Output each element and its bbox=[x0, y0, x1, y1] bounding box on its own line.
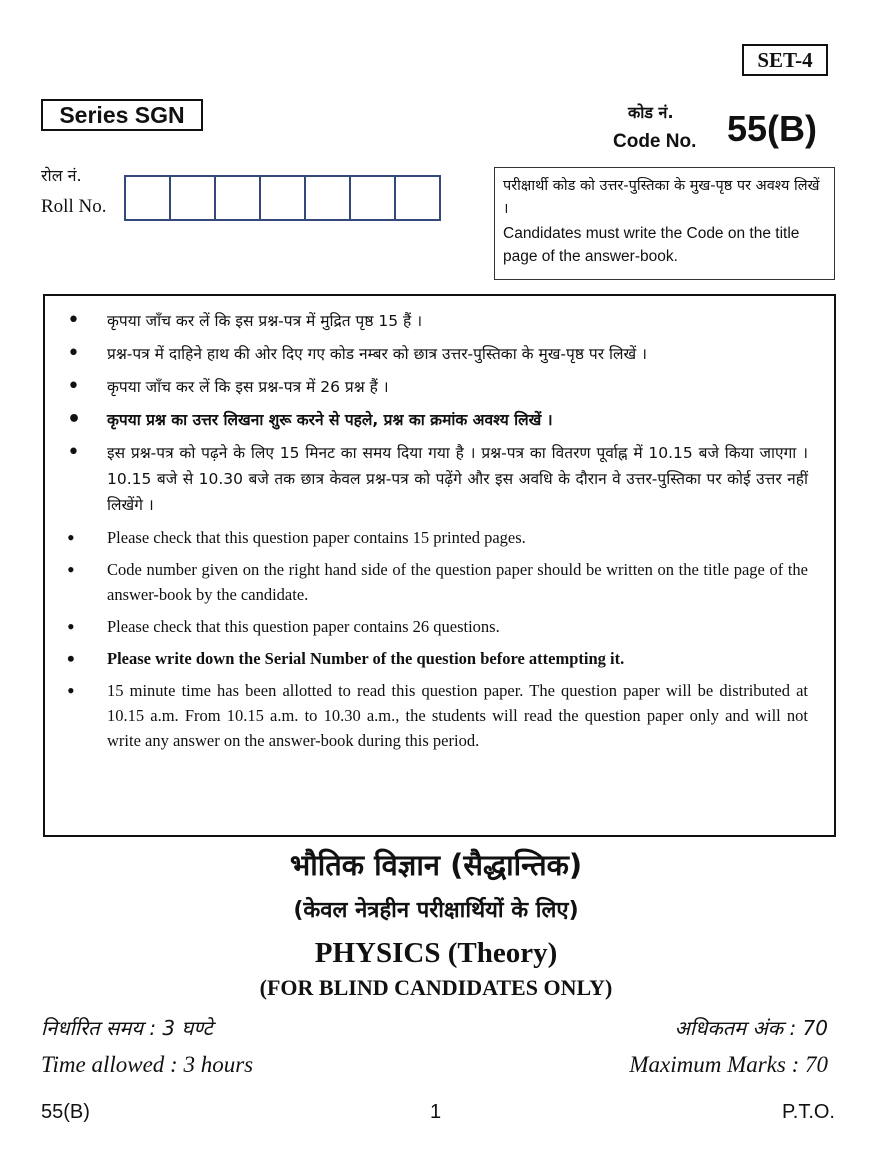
instructions-box bbox=[43, 294, 836, 837]
code-value: 55(B) bbox=[727, 108, 818, 149]
maximum-marks-hindi: अधिकतम अंक : 70 bbox=[674, 1016, 828, 1040]
instruction-item: • Code number given on the right hand side of the question paper should be written on the title page of the answer-book by the candidate. bbox=[67, 557, 808, 607]
instructions-list bbox=[67, 308, 808, 753]
subject-title-hindi: भौतिक विज्ञान (सैद्धान्तिक) bbox=[289, 848, 583, 882]
please-turn-over: P.T.O. bbox=[782, 1101, 835, 1123]
instruction-item: • इस प्रश्न-पत्र को पढ़ने के लिए 15 मिनट का समय दिया गया है । प्रश्न-पत्र का वितरण पूर्वाह्न में 10.15 बजे किया जाएगा । 10.15 बजे से 10.30 बजे तक छात्र केवल प्रश्न-पत्र को पढ़ेंगे और इस अवधि के दौरान वे उत्तर-पुस्तिका पर कोई उत्तर नहीं लिखेंगे । bbox=[67, 440, 808, 518]
instruction-item: • Please write down the Serial Number of the question before attempting it. bbox=[67, 646, 808, 671]
audience-english: (FOR BLIND CANDIDATES ONLY) bbox=[259, 975, 613, 1000]
page-number: 1 bbox=[430, 1101, 442, 1123]
time-allowed-hindi: निर्धारित समय : 3 घण्टे bbox=[41, 1016, 213, 1040]
roll-number-boxes bbox=[124, 175, 441, 221]
roll-digit-box bbox=[171, 177, 216, 219]
roll-digit-box bbox=[306, 177, 351, 219]
audience-hindi: (केवल नेत्रहीन परीक्षार्थियों के लिए) bbox=[293, 898, 579, 923]
instruction-item: • 15 minute time has been allotted to read this question paper. The question paper will be distributed at 10.15 a.m. From 10.15 a.m. to 10.30 a.m., the students will read the question paper only and will not write any answer on the answer-book during this period. bbox=[67, 678, 808, 753]
time-allowed-english: Time allowed : 3 hours bbox=[41, 1052, 254, 1077]
roll-digit-box bbox=[216, 177, 261, 219]
roll-label-hindi: रोल नं. bbox=[41, 166, 82, 185]
roll-label-english: Roll No. bbox=[41, 196, 107, 217]
set-label: SET-4 bbox=[742, 44, 828, 76]
series-label: Series SGN bbox=[41, 99, 203, 131]
code-label-hindi: कोड नं. bbox=[628, 103, 674, 122]
roll-digit-box bbox=[396, 177, 439, 219]
code-label-english: Code No. bbox=[613, 131, 697, 152]
roll-digit-box bbox=[261, 177, 306, 219]
code-instruction-note bbox=[494, 167, 835, 280]
instruction-item: • कृपया जाँच कर लें कि इस प्रश्न-पत्र में 26 प्रश्न हैं । bbox=[67, 374, 808, 400]
footer-code: 55(B) bbox=[41, 1101, 90, 1123]
note-hindi: परीक्षार्थी कोड को उत्तर-पुस्तिका के मुख-पृष्ठ पर अवश्य लिखें । bbox=[503, 178, 820, 217]
instruction-item: • कृपया जाँच कर लें कि इस प्रश्न-पत्र में मुद्रित पृष्ठ 15 हैं । bbox=[67, 308, 808, 334]
instruction-item: • कृपया प्रश्न का उत्तर लिखना शुरू करने से पहले, प्रश्न का क्रमांक अवश्य लिखें । bbox=[67, 407, 808, 433]
instruction-item: • प्रश्न-पत्र में दाहिने हाथ की ओर दिए गए कोड नम्बर को छात्र उत्तर-पुस्तिका के मुख-पृष्ठ पर लिखें । bbox=[67, 341, 808, 367]
note-english: Candidates must write the Code on the title page of the answer-book. bbox=[503, 225, 800, 265]
roll-digit-box bbox=[126, 177, 171, 219]
maximum-marks-english: Maximum Marks : 70 bbox=[629, 1052, 828, 1077]
subject-title-english: PHYSICS (Theory) bbox=[314, 937, 558, 969]
instruction-item: • Please check that this question paper contains 15 printed pages. bbox=[67, 525, 808, 550]
instruction-item: • Please check that this question paper contains 26 questions. bbox=[67, 614, 808, 639]
roll-digit-box bbox=[351, 177, 396, 219]
